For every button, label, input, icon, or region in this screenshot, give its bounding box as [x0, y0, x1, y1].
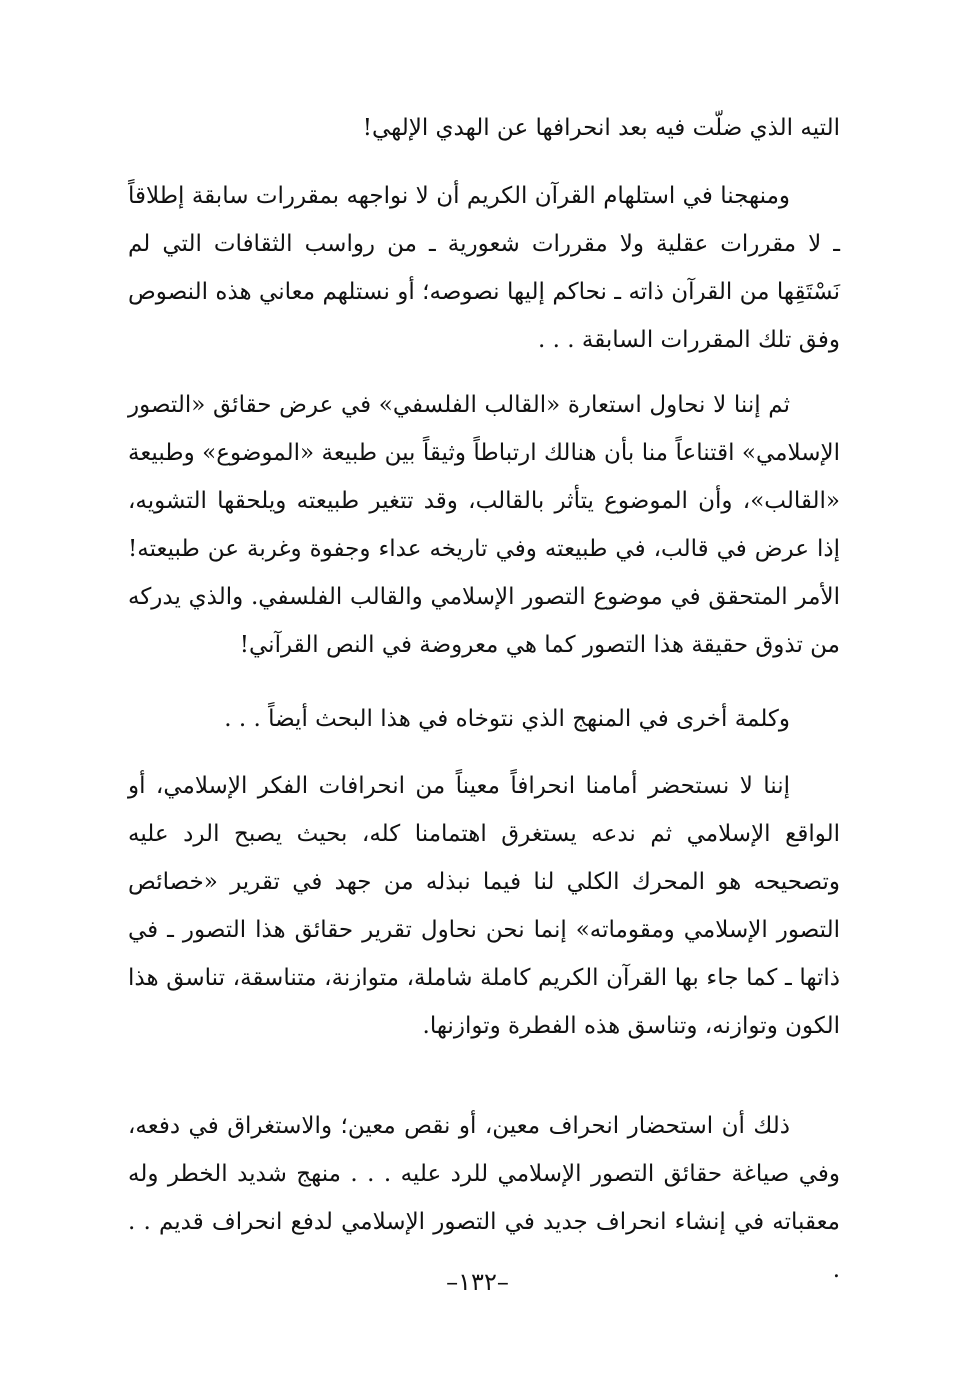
paragraph-1: التيه الذي ضلّت فيه بعد انحرافها عن الهدي الإلهي! [362, 115, 840, 141]
paragraph-2-container [128, 172, 840, 364]
paragraph-3-container [128, 381, 840, 669]
paragraph-3: ثم إننا لا نحاول استعارة «القالب الفلسفي» في عرض حقائق «التصور الإسلامي» اقتناعاً منا بأن هنالك ارتباطاً وثيقاً بين طبيعة «الموضوع» وطبيعة «القالب»، وأن الموضوع يتأثر بالقالب، وقد تتغير طبيعته ويلحقها التشويه، إذا عرض في قالب، في طبيعته وفي تاريخه عداء وجفوة وغربة عن طبيعته! الأمر المتحقق في موضوع التصور الإسلامي والقالب الفلسفي. والذي يدركه من تذوق حقيقة هذا التصور كما هي معروضة في النص القرآني! [128, 392, 840, 658]
paragraph-4-container [128, 695, 840, 743]
paragraph-5: إننا لا نستحضر أمامنا انحرافاً معيناً من انحرافات الفكر الإسلامي، أو الواقع الإسلامي ثم ندعه يستغرق اهتمامنا كله، بحيث يصبح الرد عليه وتصحيحه هو المحرك الكلي لنا فيما نبذله من جهد في تقرير «خصائص التصور الإسلامي ومقوماته» إنما نحن نحاول تقرير حقائق هذا التصور ـ في ذاتها ـ كما جاء بها القرآن الكريم كاملة شاملة، متوازنة، متناسقة، تناسق هذا الكون وتوازنه، وتناسق هذه الفطرة وتوازنها. [128, 773, 840, 1039]
paragraph-4: وكلمة أخرى في المنهج الذي نتوخاه في هذا البحث أيضاً . . . [224, 706, 790, 732]
paragraph-5-container [128, 762, 840, 1050]
paragraph-1-container [128, 104, 840, 152]
page-number: –١٣٢– [446, 1268, 509, 1296]
paragraph-2: ومنهجنا في استلهام القرآن الكريم أن لا نواجهه بمقررات سابقة إطلاقاً ـ لا مقررات عقلية ولا مقررات شعورية ـ من رواسب الثقافات التي لم نَسْتَقِها من القرآن ذاته ـ نحاكم إليها نصوصه؛ أو نستلهم معاني هذه النصوص وفق تلك المقررات السابقة . . . [128, 183, 840, 353]
paragraph-6: ذلك أن استحضار انحراف معين، أو نقص معين؛ والاستغراق في دفعه، وفي صياغة حقائق التصور الإسلامي للرد عليه . . . منهج شديد الخطر وله معقباته في إنشاء انحراف جديد في التصور الإسلامي لدفع انحراف قديم . . . [128, 1113, 840, 1283]
